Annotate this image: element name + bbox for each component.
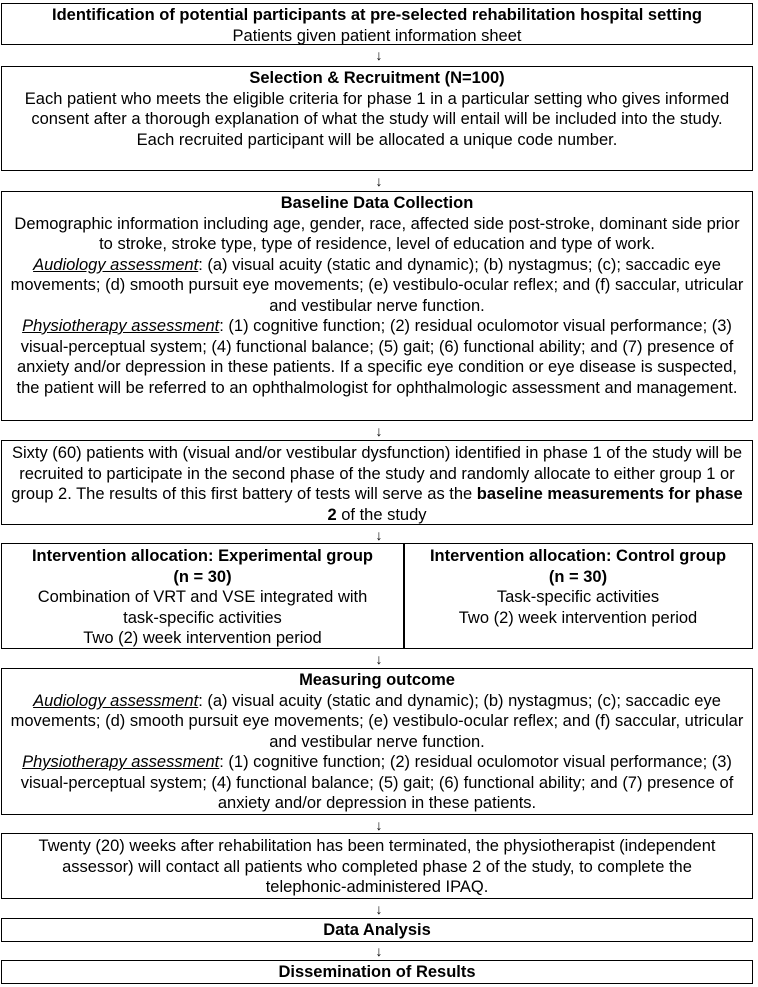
arrow-2: ↓: [375, 173, 383, 189]
step-selection-recruitment: [1, 66, 753, 171]
dissemination-title: Dissemination of Results: [278, 963, 476, 981]
audiology-assessment-label: Audiology assessment: [33, 255, 199, 274]
physiotherapy-assessment-text: : (1) cognitive function; (2) residual oculomotor visual performance; (3) visual-perceptual system; (4) functional balance; (5) gait; (6) functional ability; and (7) presence of anxiety and/or depression in these patients. If a specific eye condition or eye disease is suspected, the patient will be referred to an ophthalmologist for ophthalmologic assessment and management.: [16, 317, 738, 397]
arrow-4: ↓: [375, 527, 383, 543]
audiology-assessment-text: : (a) visual acuity (static and dynamic); (b) nystagmus; (c); saccadic eye movements; (d) smooth pursuit eye movements; (e) vestibulo-ocular reflex; and (f) saccular, utricular and vestibular nerve function.: [10, 255, 744, 315]
step-selection-text-1: Each patient who meets the eligible criteria for phase 1 in a particular setting who gives informed consent after a thorough explanation of what the study will entail will be included into the study.: [24, 89, 730, 128]
outcome-audiology-label: Audiology assessment: [33, 691, 199, 710]
arrow-6: ↓: [375, 817, 383, 833]
experimental-group-title: Intervention allocation: Experimental group: [31, 547, 374, 565]
experimental-group-panel: [2, 544, 403, 648]
step-identification: [1, 3, 753, 45]
physiotherapy-assessment-label: Physiotherapy assessment: [22, 317, 220, 335]
phase2-text-bold: baseline measurements for phase 2: [327, 485, 743, 524]
outcome-physiotherapy-text: : (1) cognitive function; (2) residual oculomotor visual performance; (3) visual-perceptual system; (4) functional balance; (5) gait; (6) functional ability; and (7) presence of anxiety and/or depression in these patients.: [20, 753, 734, 812]
arrow-5: ↓: [375, 651, 383, 667]
phase2-text-before: Sixty (60) patients with (visual and/or vestibular dysfunction) identified in phase 1 of the study will be recruited to participate in the second phase of the study and randomly allocate to either group 1 or group 2. The results of this first battery of tests will serve as the: [11, 444, 743, 503]
outcome-audiology-text: : (a) visual acuity (static and dynamic); (b) nystagmus; (c); saccadic eye movements; (d) smooth pursuit eye movements; (e) vestibulo-ocular reflex; and (f) saccular, utricular and vestibular nerve function.: [10, 691, 744, 751]
arrow-7: ↓: [375, 901, 383, 917]
control-group-n: (n = 30): [548, 567, 608, 586]
step-selection-text-2: Each recruited participant will be allocated a unique code number.: [136, 130, 618, 149]
data-analysis-title: Data Analysis: [323, 921, 431, 939]
step-baseline-title: Baseline Data Collection: [280, 194, 474, 212]
experimental-group-n: (n = 30): [173, 567, 232, 586]
measuring-outcome-physiotherapy: [8, 752, 746, 814]
experimental-group-period: Two (2) week intervention period: [83, 629, 322, 647]
step-measuring-outcome: [1, 668, 753, 815]
follow-up-text: Twenty (20) weeks after rehabilitation has been terminated, the physiotherapist (independent assessor) will contact all patients who completed phase 2 of the study, to complete the telephonic-administered IPAQ.: [38, 837, 716, 896]
phase2-text-after: of the study: [336, 505, 427, 524]
step-data-analysis: [1, 918, 753, 942]
step-baseline-data-collection: [1, 191, 753, 421]
arrow-8: ↓: [375, 943, 383, 959]
measuring-outcome-audiology: [8, 691, 746, 753]
step-identification-text: Patients given patient information sheet: [232, 26, 522, 45]
step-phase2-recruitment: [1, 440, 753, 525]
control-group-activities: Task-specific activities: [496, 588, 660, 606]
experimental-group-activities: Combination of VRT and VSE integrated with task-specific activities: [37, 588, 368, 627]
step-baseline-physiotherapy: [8, 316, 746, 398]
step-follow-up: [1, 833, 753, 899]
arrow-3: ↓: [375, 423, 383, 439]
control-group-title: Intervention allocation: Control group: [429, 547, 727, 565]
step-selection-title: Selection & Recruitment (N=100): [249, 69, 505, 87]
outcome-physiotherapy-label: Physiotherapy assessment: [22, 753, 220, 771]
control-group-panel: [405, 544, 751, 648]
measuring-outcome-title: Measuring outcome: [299, 671, 455, 689]
step-identification-title: Identification of potential participants at pre-selected rehabilitation hospital setting: [52, 6, 702, 24]
arrow-1: ↓: [375, 47, 383, 63]
step-baseline-audiology: [8, 255, 746, 317]
control-group-period: Two (2) week intervention period: [458, 608, 698, 627]
step-intervention-allocation: [1, 543, 753, 649]
step-baseline-demographics: Demographic information including age, gender, race, affected side post-stroke, dominant side prior to stroke, stroke type, type of residence, level of education and type of work.: [14, 214, 740, 253]
step-dissemination: [1, 960, 753, 984]
